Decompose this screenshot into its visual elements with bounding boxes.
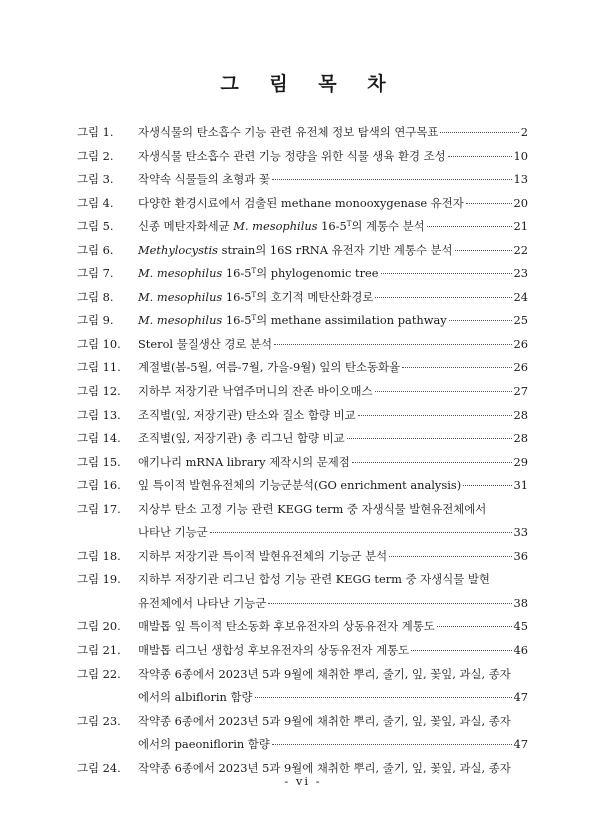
toc-entry-page: 47 — [513, 690, 528, 705]
toc-entry[interactable] — [77, 615, 528, 639]
toc-entry-page: 28 — [513, 407, 528, 422]
toc-entry-title-part: 16-5 — [222, 266, 252, 281]
toc-entry-title — [138, 168, 270, 192]
toc-entry-page: 26 — [513, 360, 528, 375]
toc-entry-title-part: Sterol 물질생산 경로 분석 — [138, 336, 272, 351]
toc-entry-page: 33 — [513, 525, 528, 540]
toc-dot-leader — [440, 132, 518, 133]
toc-entry-title — [138, 592, 266, 616]
toc-entry-page: 2 — [520, 125, 528, 139]
toc-entry-title — [138, 733, 270, 757]
toc-entry-title-part: 지하부 저장기관 특이적 발현유전체의 기능군 분석 — [138, 548, 388, 563]
toc-entry[interactable] — [77, 710, 528, 757]
toc-entry-label: 그림 19. — [77, 572, 121, 587]
toc-entry-title-part: 의 계통수 분석 — [351, 219, 425, 234]
toc-entry-title: 작약종 6종에서 2023년 5과 9월에 채취한 뿌리, 줄기, 잎, 꽃잎, 과실, 종자 — [138, 666, 511, 681]
toc-entry-title-superscript: T — [251, 267, 257, 276]
toc-entry-page: 31 — [513, 478, 528, 493]
toc-entry-title-italic: M. mesophilus — [138, 266, 223, 281]
toc-entry-page: 29 — [513, 454, 528, 469]
toc-dot-leader — [358, 415, 512, 416]
toc-entry-label: 그림 22. — [77, 666, 121, 681]
toc-entry-page: 45 — [513, 619, 528, 634]
toc-entry-label: 그림 6. — [77, 242, 114, 257]
toc-entry-label: 그림 11. — [77, 360, 121, 375]
toc-entry-title-italic: Methylocystis — [138, 242, 218, 257]
toc-entry-title-italic: M. mesophilus — [138, 289, 223, 304]
toc-dot-leader — [437, 626, 512, 627]
toc-entry-title-superscript: T — [346, 220, 352, 229]
toc-entry-title-italic: M. mesophilus — [138, 313, 223, 328]
toc-entry-page: 24 — [513, 289, 528, 304]
toc-entry-title — [138, 121, 438, 145]
toc-dot-leader — [449, 320, 512, 321]
toc-entry-label: 그림 16. — [77, 478, 121, 493]
toc-dot-leader — [274, 344, 512, 345]
toc-entry-title — [138, 615, 435, 639]
toc-entry-title — [138, 474, 461, 498]
toc-dot-leader — [352, 462, 512, 463]
toc-entry[interactable] — [77, 168, 528, 192]
toc-entry-label: 그림 8. — [77, 289, 114, 304]
toc-entry-title — [138, 145, 446, 169]
toc-dot-leader — [389, 556, 511, 557]
toc-entry-title-part: 잎 특이적 발현유전체의 기능군분석(GO enrichment analysis) — [138, 478, 462, 493]
toc-entry[interactable] — [77, 663, 528, 710]
toc-entry[interactable] — [77, 498, 528, 545]
toc-entry-label: 그림 3. — [77, 172, 114, 187]
toc-dot-leader — [255, 697, 512, 698]
toc-entry-label: 그림 15. — [77, 454, 121, 469]
toc-entry-title — [138, 427, 345, 451]
toc-entry-title-part: 지하부 저장기관 낙엽주머니의 잔존 바이오매스 — [138, 384, 373, 399]
toc-entry-title — [138, 404, 356, 428]
toc-entry-label: 그림 1. — [77, 125, 114, 139]
toc-dot-leader — [448, 156, 512, 157]
toc-entry-page: 25 — [513, 313, 528, 328]
toc-entry-page: 28 — [513, 431, 528, 446]
toc-entry-title-superscript: T — [251, 290, 257, 299]
toc-dot-leader — [375, 391, 512, 392]
toc-entry-title — [138, 262, 379, 286]
toc-entry-page: 23 — [513, 266, 528, 281]
toc-entry-title: 지상부 탄소 고정 기능 관련 KEGG term 중 자생식물 발현유전체에서 — [138, 501, 487, 516]
toc-entry[interactable] — [77, 145, 528, 169]
toc-entry-title — [138, 686, 253, 710]
toc-entry-title — [138, 521, 208, 545]
toc-entry-title — [138, 309, 447, 333]
toc-entry-title-part: 작약속 식물들의 초형과 꽃 — [138, 172, 270, 187]
toc-dot-leader — [381, 273, 512, 274]
toc-entry-label: 그림 24. — [77, 760, 121, 775]
toc-entry-page: 13 — [513, 172, 528, 187]
toc-dot-leader — [427, 226, 512, 227]
toc-entry[interactable] — [77, 192, 528, 216]
toc-dot-leader — [272, 179, 512, 180]
toc-entry-label: 그림 23. — [77, 713, 121, 728]
toc-entry-title-part: 다양한 환경시료에서 검출된 methane monooxygenase 유전자 — [138, 195, 464, 210]
toc-entry-label: 그림 21. — [77, 643, 121, 658]
page-number-footer: - vi - — [284, 774, 322, 788]
toc-entry-page: 36 — [513, 548, 528, 563]
toc-entry-title-italic: M. mesophilus — [233, 219, 318, 234]
toc-entry-title-part: 16-5 — [222, 313, 252, 328]
toc-entry-title-part: 매발톱 리그닌 생합성 후보유전자의 상동유전자 계통도 — [138, 643, 410, 658]
toc-entry-title-part: 의 methane assimilation pathway — [256, 313, 447, 328]
toc-dot-leader — [455, 250, 512, 251]
toc-entry-label: 그림 18. — [77, 548, 121, 563]
toc-entry-title-part: 애기나리 mRNA library 제작시의 문제점 — [138, 454, 350, 469]
toc-entry-title-part: 계절별(봄-5월, 여름-7월, 가을-9월) 잎의 탄소동화율 — [138, 360, 400, 375]
toc-entry[interactable] — [77, 356, 528, 380]
toc-entry-label: 그림 17. — [77, 501, 121, 516]
toc-entry-page: 26 — [513, 336, 528, 351]
toc-entry[interactable] — [77, 121, 528, 145]
toc-entry-title-part: 매발톱 잎 특이적 탄소동화 후보유전자의 상동유전자 계통도 — [138, 619, 435, 634]
toc-entry-title-part: 나타난 기능군 — [138, 525, 208, 540]
toc-dot-leader — [210, 532, 512, 533]
toc-entry-page: 10 — [513, 148, 528, 163]
toc-entry-title-part: 의 호기적 메탄산화경로 — [256, 289, 374, 304]
toc-dot-leader — [375, 297, 511, 298]
toc-entry[interactable] — [77, 239, 528, 263]
toc-entry-title — [138, 639, 409, 663]
toc-entry-label: 그림 7. — [77, 266, 114, 281]
toc-entry-label: 그림 13. — [77, 407, 121, 422]
toc-dot-leader — [466, 203, 512, 204]
toc-entry-label: 그림 20. — [77, 619, 121, 634]
toc-entry[interactable] — [77, 451, 528, 475]
toc-entry-title — [138, 192, 464, 216]
toc-entry-title-part: 에서의 paeoniflorin 함량 — [138, 737, 270, 752]
toc-entry-page: 47 — [513, 737, 528, 752]
toc-entry-page: 27 — [513, 384, 528, 399]
toc-entry-title-part: 조직별(잎, 저장기관) 탄소와 질소 함량 비교 — [138, 407, 356, 422]
toc-entry[interactable] — [77, 380, 528, 404]
toc-entry-title — [138, 215, 425, 239]
toc-entry-title — [138, 380, 373, 404]
toc-entry[interactable] — [77, 427, 528, 451]
toc-entry[interactable] — [77, 333, 528, 357]
toc-dot-leader — [272, 744, 512, 745]
toc-entry[interactable] — [77, 215, 528, 239]
toc-entry[interactable] — [77, 474, 528, 498]
toc-entry[interactable] — [77, 639, 528, 663]
toc-entry-label: 그림 9. — [77, 313, 114, 328]
toc-entry-title-superscript: T — [251, 314, 257, 323]
toc-entry-page: 46 — [513, 643, 528, 658]
toc-entry-label: 그림 2. — [77, 148, 114, 163]
toc-dot-leader — [411, 650, 511, 651]
toc-entry[interactable] — [77, 286, 528, 310]
toc-entry-label: 그림 4. — [77, 195, 114, 210]
toc-entry-title-part: 16-5 — [317, 219, 347, 234]
toc-entry-title-part: 16-5 — [222, 289, 252, 304]
toc-entry-title-part: 자생식물의 탄소흡수 기능 관련 유전체 정보 탐색의 연구목표 — [138, 125, 439, 139]
toc-entry-title-part: 자생식물 탄소흡수 관련 기능 정량을 위한 식물 생육 환경 조성 — [138, 148, 446, 163]
toc-entry-title-part: 신종 메탄자화세균 — [138, 219, 234, 234]
toc-entry-title-part: 에서의 albiflorin 함량 — [138, 690, 253, 705]
toc-entry-title — [138, 239, 453, 263]
figure-table-of-contents — [77, 121, 528, 780]
toc-entry-title: 지하부 저장기관 리그닌 합성 기능 관련 KEGG term 중 자생식물 발현 — [138, 572, 490, 587]
toc-entry-page: 22 — [513, 242, 528, 257]
toc-entry-title-part: 조직별(잎, 저장기관) 총 리그닌 함량 비교 — [138, 431, 345, 446]
toc-entry[interactable] — [77, 262, 528, 286]
toc-dot-leader — [268, 603, 511, 604]
toc-entry-title — [138, 356, 400, 380]
toc-entry-page: 38 — [513, 595, 528, 610]
toc-entry-title-part: 유전체에서 나타난 기능군 — [138, 595, 267, 610]
page-title: 그 림 목 차 — [220, 73, 398, 95]
toc-entry-label: 그림 5. — [77, 219, 114, 234]
toc-entry-title — [138, 333, 272, 357]
toc-entry-title-part: strain의 16S rRNA 유전자 기반 계통수 분석 — [217, 242, 453, 257]
toc-entry-label: 그림 12. — [77, 384, 121, 399]
toc-entry[interactable] — [77, 404, 528, 428]
toc-entry-label: 그림 10. — [77, 336, 121, 351]
toc-dot-leader — [347, 438, 512, 439]
toc-entry[interactable] — [77, 309, 528, 333]
toc-dot-leader — [402, 367, 512, 368]
toc-entry-title: 작약종 6종에서 2023년 5과 9월에 채취한 뿌리, 줄기, 잎, 꽃잎, 과실, 종자 — [138, 760, 511, 775]
toc-entry-page: 20 — [513, 195, 528, 210]
toc-entry-title — [138, 545, 387, 569]
toc-dot-leader — [463, 485, 511, 486]
toc-entry-title: 작약종 6종에서 2023년 5과 9월에 채취한 뿌리, 줄기, 잎, 꽃잎, 과실, 종자 — [138, 713, 511, 728]
toc-entry-title-part: 의 phylogenomic tree — [256, 266, 379, 281]
toc-entry[interactable] — [77, 545, 528, 569]
toc-entry[interactable] — [77, 568, 528, 615]
toc-entry-title — [138, 451, 350, 475]
toc-entry-page: 21 — [513, 219, 528, 234]
toc-entry-title — [138, 286, 373, 310]
toc-entry-label: 그림 14. — [77, 431, 121, 446]
